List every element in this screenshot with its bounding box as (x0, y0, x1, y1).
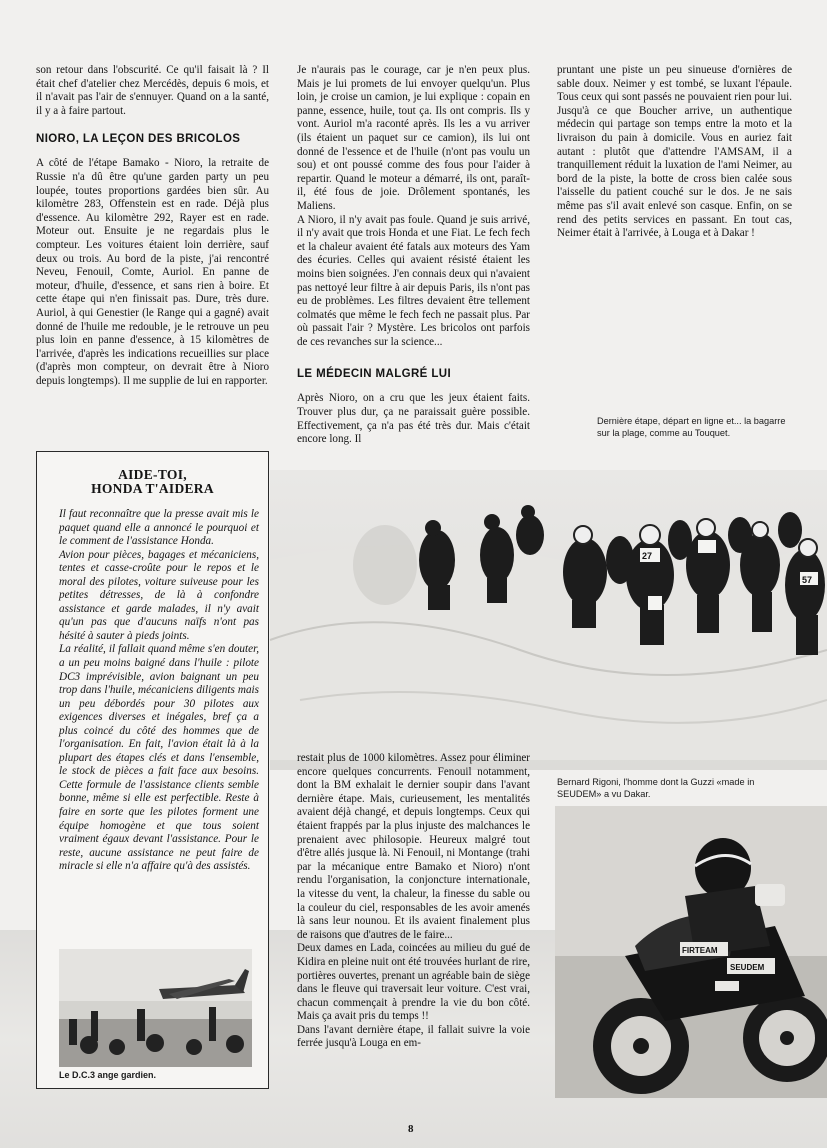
column-3 (557, 64, 792, 241)
box-paragraph-1: Il faut reconnaître que la presse avait mis le paquet quand elle a annoncé le pourquoi et le comment de l'assistance Honda. (59, 508, 259, 548)
column-2-bottom (297, 752, 530, 1051)
photo-bib-57: 57 (802, 575, 813, 585)
column-2-body-4: restait plus de 1000 kilomètres. Assez pour éliminer encore quelques concurrents. Fenouil notamment, dont la BM exhalait le dernier soupir dans l'avant dernière étape. Mais, curieusement, les mentalités avaient déjà changé, et depuis longtemps. Ceux qui étaient frappés par la plus injuste des malchances le prenaient avec philosopie. Heureux malgré tout d'être allés jusque là. Ni Fenouil, ni Montange (trahi par la mécanique entre Bamako et Nioro) n'ont rendu l'organisation, la conjoncture internationale, la vitesse du vent, la chaleur, la finesse du sable ou la couleur du ciel, responsables de les avoir amenés là sans leur nounou. Et ils avaient finalement plus de raisons que d'autres de le faire... (297, 752, 530, 941)
column-3-body: pruntant une piste un peu sinueuse d'ornières de sable doux. Neimer y est tombé, se luxant l'épaule. Tous ceux qui sont passés ne pouvaient rien pour lui. Jusqu'à ce que Boucher arrive, un authentique médecin qui partage son temps entre la moto et la livraison du pain à domicile. Vous en auriez fait autant : plutôt que d'attendre l'AMSAM, il a tranquillement réduit la luxation de l'ami Neimer, au bord de la piste, la botte de cross bien calée sous l'aisselle du patient couché sur le dos. Je ne sais même pas s'il avait enlevé son casque. Enfin, on se rend des petits services en passant. En tout cas, Neimer était à l'arrivée, à Louga et à Dakar ! (557, 64, 792, 240)
honda-assistance-box (36, 451, 269, 1089)
box-body (59, 508, 259, 874)
column-2-body-6: Dans l'avant dernière étape, il fallait suivre la voie ferrée jusqu'à Louga en em- (297, 1023, 530, 1050)
page-number: 8 (408, 1123, 414, 1135)
dc3-plane-photo (59, 949, 252, 1067)
column-1-intro: son retour dans l'obscurité. Ce qu'il faisait là ? Il était chef d'atelier chez Mercédès, depuis 6 mois, et il n'avait pas l'air de s'ennuyer. Quand on a la santé, il y a à faire partout. (36, 64, 269, 117)
box-paragraph-2: Avion pour pièces, bagages et mécaniciens, tentes et casse-croûte pour le repos et le moral des pilotes, voiture suiveuse pour les petites détresses, de là à confondre assistance et garde malades, il n'y avait qu'un pas que d'aucuns naïfs n'ont pas hésité à sauter à pieds joints. (59, 548, 259, 642)
column-1-body: A côté de l'étape Bamako - Nioro, la retraite de Russie n'a dû être qu'une garden party un peu loupée, toutes proportions gardées bien sûr. Au kilomètre 283, Offenstein est en rade. Déjà plus d'essence. Au kilomètre 292, Rayer est en rade. Moteur out. Ensuite je ne regardais plus le compteur. Les voitures étaient loin derrière, sauf deux ou trois. Au bord de la piste, j'ai rencontré Neveu, Fenouil, Comte, Auriol. En panne de moteur, d'huile, d'essence, et sans rien à boire. Et cette étape qui n'en finissait pas. Dure, très dure. Auriol, à qui Genestier (le Range qui a gagné) avait donné de l'huile me redouble, je le retrouve un peu plus loin en panne d'essence, à 15 kilomètres de l'arrivée, d'après les indications recueillies sur place (d'après mon compteur, on devrait être à Nioro depuis longtemps). Il me supplie de lui en rapporter. (36, 157, 269, 387)
column-2-body-3: Après Nioro, on a cru que les jeux étaient faits. Trouver plus dur, ça ne paraissait guère possible. Effectivement, ça n'a pas été très dur. Mais c'était encore long. Il (297, 392, 530, 446)
photo-fairing-text: FIRTEAM (682, 946, 718, 955)
box-title-line-2: HONDA T'AIDERA (91, 481, 214, 496)
section-heading-nioro: NIORO, LA LEÇON DES BRICOLOS (36, 133, 241, 146)
photo-tank-text: SEUDEM (730, 963, 765, 972)
column-1 (36, 64, 269, 388)
caption-rider-photo: Bernard Rigoni, l'homme dont la Guzzi «made in SEUDEM» a vu Dakar. (557, 777, 755, 799)
box-title-line-1: AIDE-TOI, (118, 467, 187, 482)
box-title (37, 468, 268, 496)
column-2-body: Je n'aurais pas le courage, car je n'en peux plus. Mais je lui promets de lui envoyer quelqu'un. Plus loin, je croise un camion, je lui explique : copain en panne, essence, huile, tout ça. Ils ont compris. Ils y vont. Auriol m'a raconté après. Ils les a vu arriver (ils étaient un paquet sur ce camion), ils lui ont donné de l'essence et de l'huile (n'ont pas voulu un sou) et ont poussé comme des fous pour l'aider à repartir. Quand le moteur a démarré, ils ont, paraît-il, été fous de joie. Drôlement spontanés, les Maliens. (297, 64, 530, 212)
caption-start-photo: Dernière étape, départ en ligne et... la bagarre sur la plage, comme au Touquet. (597, 416, 786, 438)
rider-photo (555, 806, 827, 1098)
column-2-body-2: A Nioro, il n'y avait pas foule. Quand je suis arrivé, il n'y avait que trois Honda et une Fiat. Le fech fech et la chaleur avaient été fatals aux moteurs des Yam des écuries. Celles qui avaient résisté étaient les moins bien soignées. J'en connais deux qui n'avaient pas nettoyé leur filtre à air depuis Paris, ils n'ont pas eu de problèmes. Les filtres devaient être tellement colmatés que même le fech fech ne passait plus. Par où passait l'air ? Mystère. Les bricolos ont parfois de ces revanches sur la science... (297, 213, 530, 348)
column-2-top (297, 64, 530, 447)
box-photo-caption: Le D.C.3 ange gardien. (59, 1070, 157, 1080)
section-heading-medecin: LE MÉDECIN MALGRÉ LUI (297, 368, 452, 381)
box-paragraph-3: La réalité, il fallait quand même s'en douter, a un peu moins baigné dans l'huile : pilote DC3 imprévisible, avion baignant un peu trop dans l'huile, mécaniciens diligents mais un peu débordés pour 30 pilotes aux exigences diverses et inégales, bref ça a plus coincé du côté des hommes que de l'organisation. En fait, l'avion était là à la plupart des étapes clés et dans l'ensemble, le stock de pièces a fait face aux besoins. Cette formule de l'assistance clients semble bonne, même si elle est perfectible. Reste à faire en sorte que les pilotes forment une équipe homogène et que tous soient vraiment égaux devant l'assistance. Pour le reste, aucune assistance ne peut faire de miracle si elle n'a affaire qu'à des assistés. (59, 643, 259, 873)
column-2-body-5: Deux dames en Lada, coincées au milieu du gué de Kidira en pleine nuit ont été trouvées hurlant de rire, portières ouvertes, prenant un agréable bain de siège dans le fleuve qui traversait leur voiture. C'est vrai, chacun commençait à prendre la vie du bon côté. Mais ça avait pris du temps !! (297, 942, 530, 1023)
photo-bib-27: 27 (642, 551, 653, 561)
